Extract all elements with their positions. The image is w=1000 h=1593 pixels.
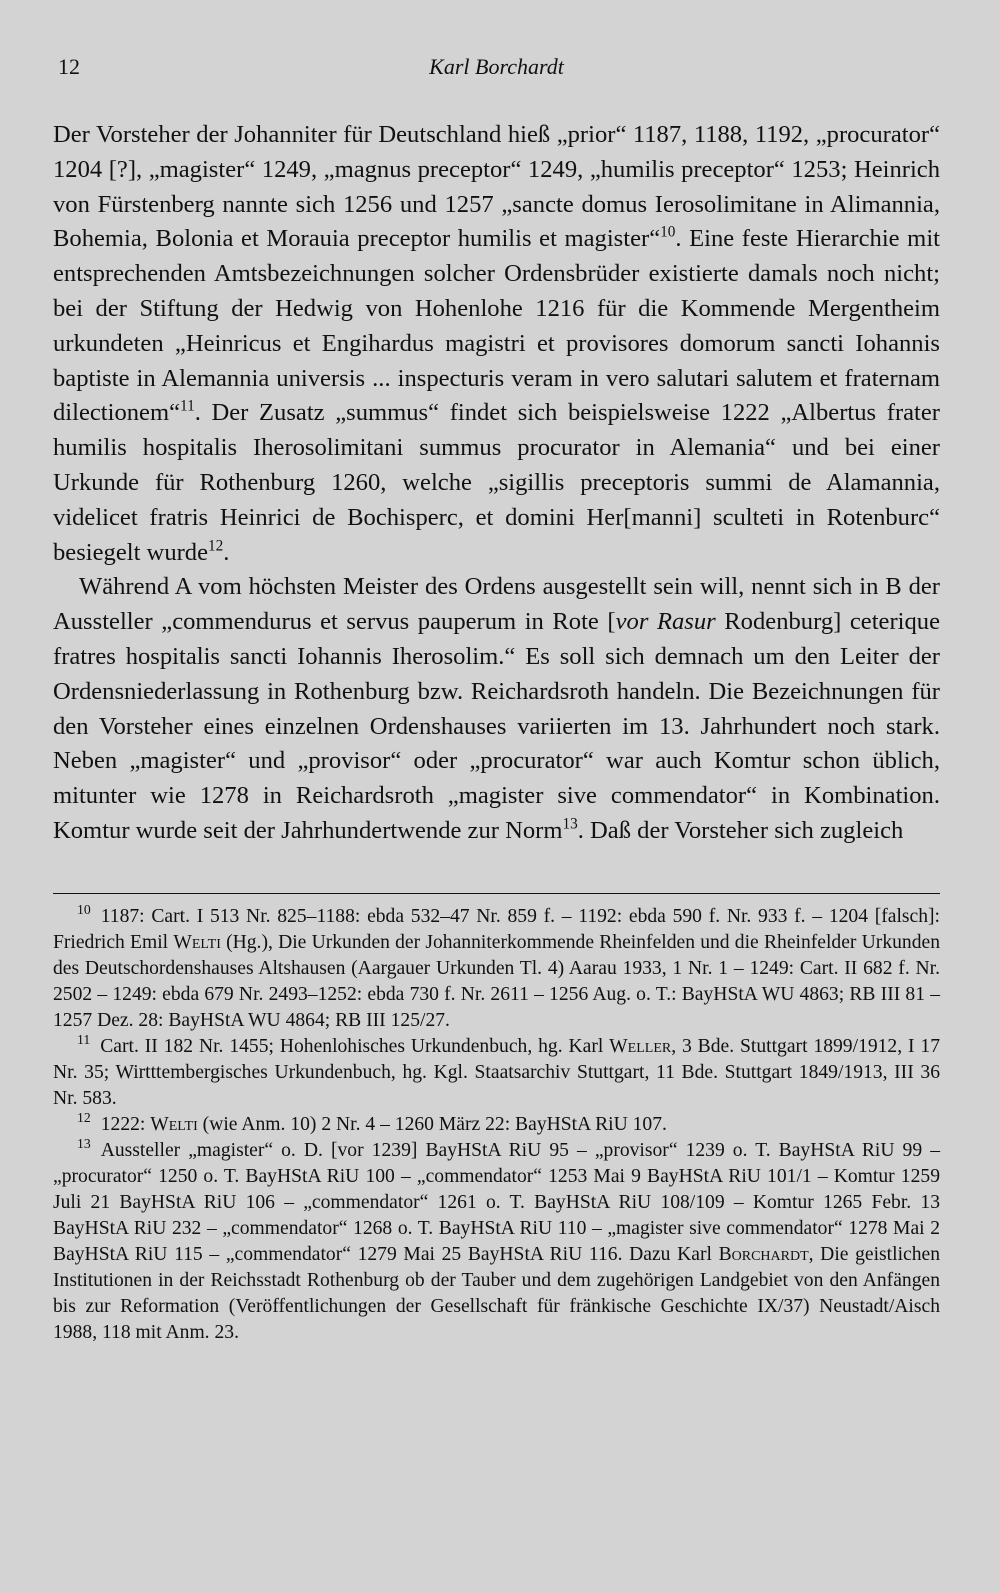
footnotes [53,904,940,1346]
footnote-text: 1222: [100,1113,151,1135]
paragraph-2-text-2: Rodenburg] ceterique fratres hospitalis sancti Iohannis Iherosolim.“ Es soll sich demnach um den Leiter der Ordensniederlassung in Rothenburg bzw. Reichardsroth handeln. Die Bezeichnungen für den Vorsteher eines einzelnen Ordenshauses variierten im 13. Jahrhundert noch stark. Neben „magister“ und „provisor“ oder „procurator“ war auch Komtur schon üblich, mitunter wie 1278 in Reichardsroth „magister sive commendator“ in Kombination. Komtur wurde seit der Jahrhundertwende zur Norm [53,608,940,844]
footnote-ref-11: 11 [180,397,195,415]
footnote-text: , 3 Bde. Stuttgart 1899/1912, I 17 Nr. 35; Wirtttembergisches Urkundenbuch, hg. Kgl. Staatsarchiv Stuttgart, 11 Bde. Stuttgart 1849/1913, III 36 Nr. 583. [53,1035,940,1109]
paragraph-2-text-1: Während A vom höchsten Meister des Ordens ausgestellt sein will, nennt sich in B der Aussteller „commendurus et servus pauperum in Rote [ [53,573,940,636]
footnote-number: 13 [77,1136,91,1152]
footnote-13 [53,1138,940,1346]
footnote-ref-13: 13 [562,815,578,833]
running-title: Karl Borchardt [429,54,564,79]
footnote-ref-12: 12 [208,537,224,555]
paragraph-1-text-1: Der Vorsteher der Johanniter für Deutschland hieß „prior“ 1187, 1188, 1192, „procurator“ 1204 [?], „magister“ 1249, „magnus preceptor“ 1249, „humilis preceptor“ 1253; Heinrich von Fürstenberg nannte sich 1256 und 1257 „sancte domus Ierosolimitane in Alimannia, Bohemia, Bolonia et Morauia preceptor humilis et magister“ [53,121,940,253]
footnote-number: 11 [77,1032,91,1048]
author-name: Borchardt [718,1243,809,1265]
footnote-text: Aussteller „magister“ o. D. [vor 1239] BayHStA RiU 95 – „provisor“ 1239 o. T. BayHStA RiU 99 – „procurator“ 1250 o. T. BayHStA RiU 100 – „commendator“ 1253 Mai 9 BayHStA RiU 101/1 – Komtur 1259 Juli 21 BayHStA RiU 106 – „commendator“ 1261 o. T. BayHStA RiU 108/109 – Komtur 1265 Febr. 13 BayHStA RiU 232 – „commendator“ 1268 o. T. BayHStA RiU 110 – „magister sive commendator“ 1278 Mai 2 BayHStA RiU 115 – „commendator“ 1279 Mai 25 BayHStA RiU 116. Dazu Karl [53,1139,940,1265]
paragraph-2-text-3: . Daß der Vorsteher sich zugleich [577,816,904,844]
footnote-text: , Die geistlichen Institutionen in der Reichsstadt Rothenburg ob der Tauber und dem zugehörigen Landgebiet von den Anfängen bis zur Reformation (Veröffentlichungen der Gesellschaft für fränkische Geschichte IX/37) Neustadt/Aisch 1988, 118 mit Anm. 23. [53,1243,940,1343]
footnote-text: 1187: Cart. I 513 Nr. 825–1188: ebda 532–47 Nr. 859 f. – 1192: ebda 590 f. Nr. 933 f. – 1204 [falsch]: Friedrich Emil [53,905,940,953]
author-name: Weller [609,1035,672,1057]
main-text [53,118,940,849]
page-number: 12 [58,54,80,79]
author-name: Welti [173,931,221,953]
footnote-11 [53,1034,940,1112]
running-head [53,54,940,90]
author-name: Welti [150,1113,198,1135]
footnote-divider [53,893,940,894]
footnote-12 [53,1112,940,1138]
footnote-number: 12 [77,1110,91,1126]
footnote-10 [53,904,940,1034]
editorial-note: vor Rasur [615,608,716,636]
paragraph-1 [53,118,940,570]
paragraph-1-text-4: . [223,538,230,566]
paragraph-1-text-2: . Eine feste Hierarchie mit entsprechenden Amtsbezeichnungen solcher Ordensbrüder existierte damals noch nicht; bei der Stiftung der Hedwig von Hohenlohe 1216 für die Kommende Mergentheim urkundeten „Heinricus et Engihardus magistri et provisores domorum sancti Iohannis baptiste in Alemannia universis ... inspecturis veram in vero salutari salutem et fraternam dilectionem“ [53,225,940,427]
paragraph-2 [53,570,940,848]
footnote-text: (Hg.), Die Urkunden der Johanniterkommende Rheinfelden und die Rheinfelder Urkunden des Deutschordenshauses Altshausen (Aargauer Urkunden Tl. 4) Aarau 1933, 1 Nr. 1 – 1249: Cart. II 682 f. Nr. 2502 – 1249: ebda 679 Nr. 2493–1252: ebda 730 f. Nr. 2611 – 1256 Aug. o. T.: BayHStA WU 4863; RB III 81 – 1257 Dez. 28: BayHStA WU 4864; RB III 125/27. [53,931,940,1031]
paragraph-1-text-3: . Der Zusatz „summus“ findet sich beispielsweise 1222 „Albertus frater humilis hospitalis Iherosolimitani summus procurator in Alemania“ und bei einer Urkunde für Rothenburg 1260, welche „sigillis preceptoris summi de Alamannia, videlicet fratris Heinrici de Bochisperc, et domini Her[manni] sculteti in Rotenburc“ besiegelt wurde [53,399,940,566]
footnote-text: Cart. II 182 Nr. 1455; Hohenlohisches Urkundenbuch, hg. Karl [100,1035,610,1057]
footnote-number: 10 [77,902,91,918]
footnote-text: (wie Anm. 10) 2 Nr. 4 – 1260 März 22: BayHStA RiU 107. [197,1113,667,1135]
footnote-ref-10: 10 [660,223,676,241]
